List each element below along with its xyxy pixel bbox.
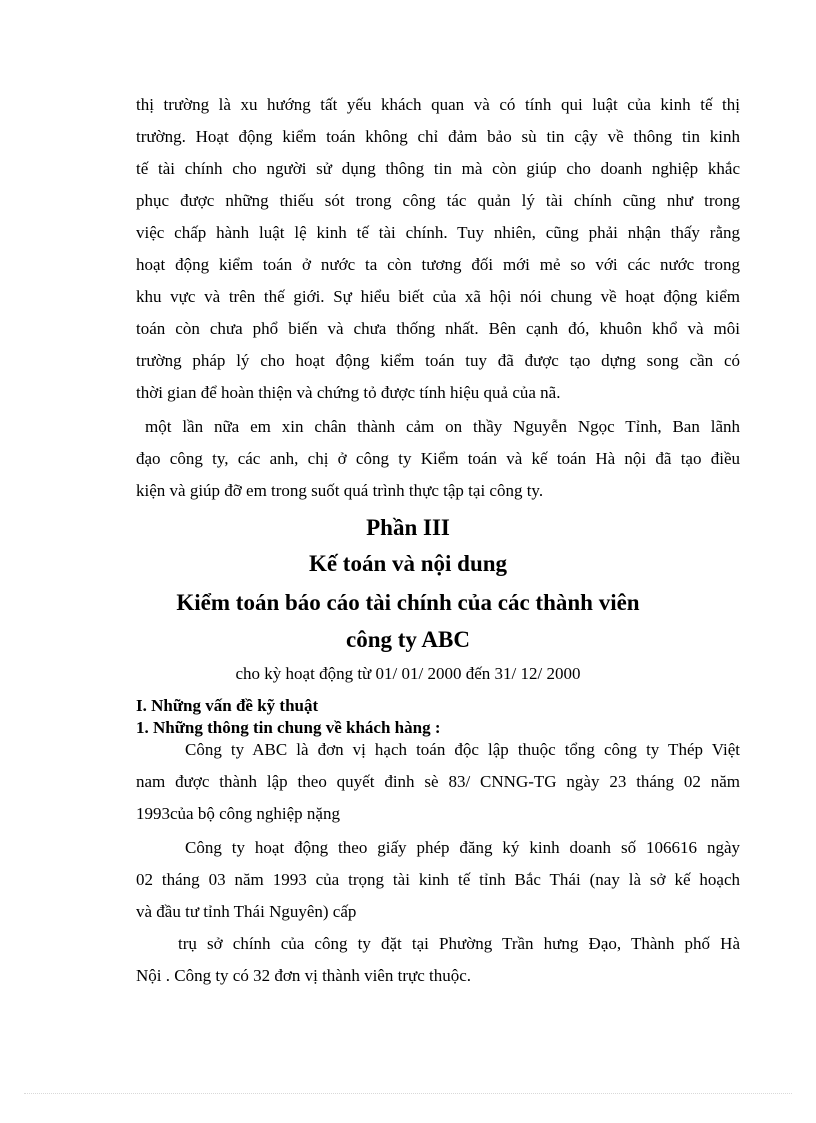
- text-line: trụ sở chính của công ty đặt tại Phường Trần hưng Đạo, Thành phố Hà: [178, 934, 740, 953]
- text-line: thời gian để hoàn thiện và chứng tỏ được tính hiệu quả của nã.: [136, 383, 561, 402]
- period-line: cho kỳ hoạt động từ 01/ 01/ 2000 đến 31/ 12/ 2000: [235, 664, 581, 683]
- text-line: Nội . Công ty có 32 đơn vị thành viên trực thuộc.: [136, 966, 472, 985]
- text-line: đạo công ty, các anh, chị ở công ty Kiểm toán và kế toán Hà nội đã tạo điều: [136, 449, 740, 468]
- text-line: việc chấp hành luật lệ kinh tế tài chính. Tuy nhiên, cũng phải nhận thấy rằng: [136, 223, 740, 242]
- text-line: kiện và giúp đỡ em trong suốt quá trình thực tập tại công ty.: [136, 481, 544, 500]
- title-line-1: Kế toán và nội dung: [308, 551, 508, 576]
- text-line: 1993của bộ công nghiệp nặng: [136, 804, 340, 823]
- text-line: khu vực và trên thế giới. Sự hiểu biết của xã hội nói chung về hoạt động kiểm: [136, 287, 740, 306]
- text-line: Công ty ABC là đơn vị hạch toán độc lập thuộc tổng công ty Thép Việt: [185, 740, 740, 759]
- part-title: Phần III: [366, 515, 450, 540]
- title-line-3: công ty ABC: [346, 627, 470, 652]
- text-line: một lần nữa em xin chân thành cảm on thầy Nguyễn Ngọc Tỉnh, Ban lãnh: [145, 417, 740, 436]
- text-line: nam được thành lập theo quyết đinh sè 83/ CNNG-TG ngày 23 tháng 02 năm: [136, 772, 740, 791]
- text-line: trường. Hoạt động kiểm toán không chỉ đảm bảo sù tin cậy về thông tin kinh: [136, 127, 740, 146]
- text-line: và đầu tư tỉnh Thái Nguyên) cấp: [136, 902, 357, 921]
- section-heading: I. Những vấn đề kỹ thuật: [136, 696, 319, 715]
- text-line: thị trường là xu hướng tất yếu khách quan và có tính qui luật của kinh tế thị: [136, 95, 740, 114]
- title-line-2: Kiểm toán báo cáo tài chính của các thành viên: [176, 590, 640, 615]
- text-line: tế tài chính cho người sử dụng thông tin mà còn giúp cho doanh nghiệp khắc: [136, 159, 740, 178]
- text-line: toán còn chưa phổ biến và chưa thống nhất. Bên cạnh đó, khuôn khổ và môi: [136, 319, 740, 338]
- text-line: 02 tháng 03 năm 1993 của trọng tài kinh tế tỉnh Bắc Thái (nay là sở kế hoạch: [136, 870, 740, 889]
- text-line: hoạt động kiểm toán ở nước ta còn tương đối mới mẻ so với các nước trong: [136, 255, 740, 274]
- text-line: Công ty hoạt động theo giấy phép đăng ký kinh doanh số 106616 ngày: [185, 838, 740, 857]
- text-line: phục được những thiếu sót trong công tác quản lý tài chính cũng như trong: [136, 191, 740, 210]
- page-footer-divider: [24, 1093, 792, 1094]
- text-line: trường pháp lý cho hoạt động kiểm toán tuy đã được tạo dựng song cần có: [136, 351, 740, 370]
- subsection-heading: 1. Những thông tin chung về khách hàng :: [136, 718, 441, 737]
